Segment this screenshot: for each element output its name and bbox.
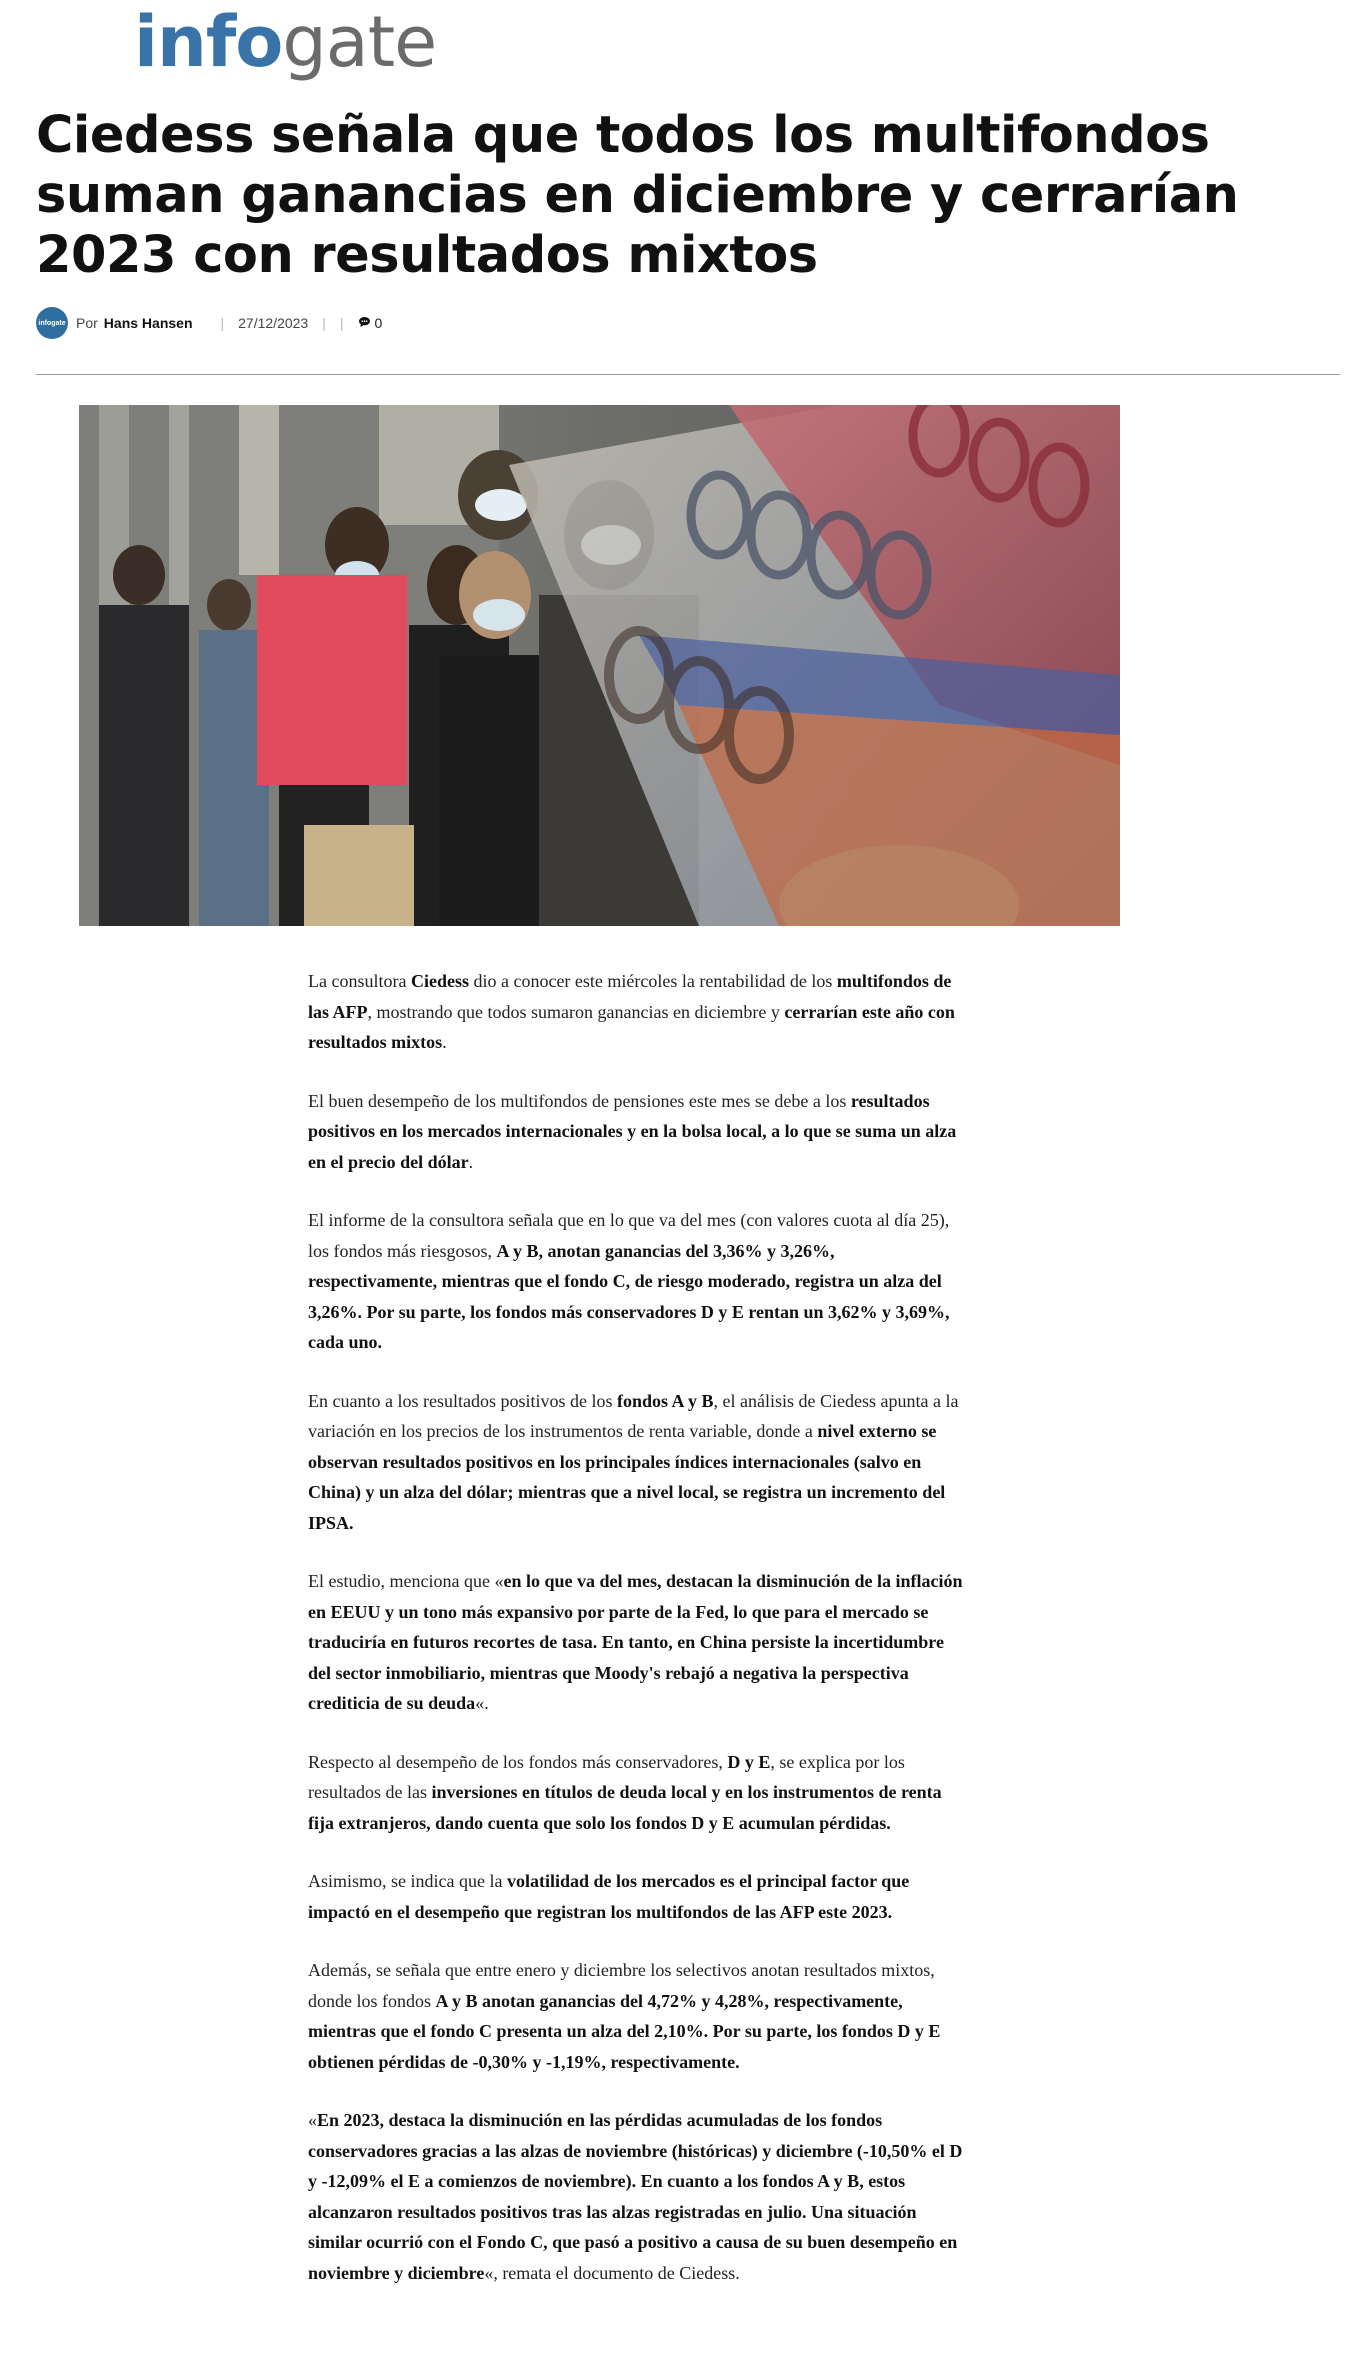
bold-text: multifondos de las AFP xyxy=(308,971,952,1022)
article-paragraph xyxy=(308,966,968,1058)
bold-text: resultados positivos en los mercados internacionales y en la bolsa local, a lo que se suma un alza en el precio del dólar xyxy=(308,1090,957,1172)
paragraph-text: . xyxy=(468,1151,474,1172)
paragraph-text: dio a conocer este miércoles la rentabilidad de los xyxy=(468,971,837,991)
article-body xyxy=(308,966,968,2316)
paragraph-text: , el análisis de Ciedess apunta a la variación en los precios de los instrumentos de renta variable, donde a xyxy=(308,1390,959,1441)
article-paragraph xyxy=(308,1566,968,1719)
bold-text: cerrarían este año con resultados mixtos xyxy=(308,1001,955,1052)
publish-date: 27/12/2023 xyxy=(238,315,309,331)
paragraph-text: El buen desempeño de los multifondos de pensiones este mes se debe a los xyxy=(308,1090,851,1111)
bold-text: inversiones en títulos de deuda local y en los instrumentos de renta fija extranjeros, dando cuenta que solo los fondos D y E acumulan pérdidas. xyxy=(308,1782,942,1833)
meta-divider: | xyxy=(339,315,344,331)
bold-text: En 2023, destaca la disminución en las pérdidas acumuladas de los fondos conservadores gracias a las alzas de noviembre (históricas) y diciembre (-10,50% el D y -12,09% el E a comienzos de noviembre). En cuanto a los fondos A y B, estos alcanzaron resultados positivos tras las alzas registradas en julio. Una situación similar ocurrió con el Fondo C, que pasó a positivo a causa de su buen desempeño en noviembre y diciembre xyxy=(308,2110,963,2283)
author-avatar[interactable] xyxy=(36,307,68,339)
article-meta xyxy=(36,306,382,340)
bold-text: D y E xyxy=(727,1751,771,1772)
paragraph-text: . xyxy=(442,1032,447,1052)
by-label: Por xyxy=(76,315,98,331)
logo-info-text: info xyxy=(134,1,283,83)
paragraph-text: Además, se señala que entre enero y diciembre los selectivos anotan resultados mixtos, donde los fondos xyxy=(308,1960,935,2011)
bold-text: en lo que va del mes, destacan la disminución de la inflación en EEUU y un tono más expansivo por parte de la Fed, lo que para el mercado se traduciría en futuros recortes de tasa. En tanto, en China persiste la incertidumbre del sector inmobiliario, mientras que Moody's rebajó a negativa la perspectiva crediticia de su deuda xyxy=(308,1571,963,1713)
featured-image xyxy=(79,405,1120,926)
avatar-label: infogate xyxy=(38,319,66,327)
paragraph-text: Asimismo, se indica que la xyxy=(308,1871,507,1891)
article-paragraph xyxy=(308,1747,968,1839)
featured-image-illustration xyxy=(79,405,1120,926)
article-paragraph xyxy=(308,1955,968,2077)
paragraph-text: , mostrando que todos sumaron ganancias en diciembre y xyxy=(367,1001,785,1022)
paragraph-text: , se explica por los resultados de las xyxy=(308,1751,905,1802)
comments-link[interactable] xyxy=(358,315,383,331)
article-paragraph xyxy=(308,1866,968,1927)
bold-text: fondos A y B xyxy=(616,1390,714,1411)
paragraph-text: «, remata el documento de Ciedess. xyxy=(484,2262,740,2283)
meta-divider: | xyxy=(322,315,326,331)
article-paragraph xyxy=(308,2105,968,2288)
paragraph-text: La consultora xyxy=(308,971,411,991)
site-logo[interactable] xyxy=(134,0,436,84)
article-title: Ciedess señala que todos los multifondos suman ganancias en diciembre y cerrarían 2023 con resultados mixtos xyxy=(36,106,1239,285)
bold-text: A y B anotan ganancias del 4,72% y 4,28%, respectivamente, mientras que el fondo C presenta un alza del 2,10%. Por su parte, los fondos D y E obtienen pérdidas de -0,30% y -1,19%, respectivamente. xyxy=(308,1990,941,2072)
article-paragraph xyxy=(308,1386,968,1539)
bold-text: volatilidad de los mercados es el principal factor que impactó en el desempeño que registran los multifondos de las AFP este 2023. xyxy=(308,1871,910,1922)
paragraph-text: El estudio, menciona que « xyxy=(308,1571,504,1591)
paragraph-text: «. xyxy=(475,1693,489,1713)
paragraph-text: En cuanto a los resultados positivos de los xyxy=(308,1390,617,1411)
bold-text: Ciedess xyxy=(410,971,469,991)
paragraph-text: Respecto al desempeño de los fondos más conservadores, xyxy=(308,1751,728,1772)
comment-icon xyxy=(358,315,371,331)
bold-text: nivel externo se observan resultados positivos en los principales índices internacionales (salvo en China) y un alza del dólar; mientras que a nivel local, se registra un incremento del IPSA. xyxy=(308,1421,946,1533)
paragraph-text: « xyxy=(308,2110,317,2130)
header-divider xyxy=(36,374,1340,375)
comment-count: 0 xyxy=(374,315,383,331)
article-paragraph xyxy=(308,1086,968,1178)
article-paragraph xyxy=(308,1205,968,1358)
bold-text: A y B, anotan ganancias del 3,36% y 3,26%, respectivamente, mientras que el fondo C, de riesgo moderado, registra un alza del 3,26%. Por su parte, los fondos más conservadores D y E rentan un 3,62% y 3,69%, cada uno. xyxy=(308,1240,950,1352)
meta-divider: | xyxy=(220,315,225,331)
logo-gate-text: gate xyxy=(282,1,437,83)
paragraph-text: El informe de la consultora señala que en lo que va del mes (con valores cuota al día 25), los fondos más riesgosos, xyxy=(308,1210,950,1261)
author-name-link[interactable]: Hans Hansen xyxy=(103,315,193,331)
